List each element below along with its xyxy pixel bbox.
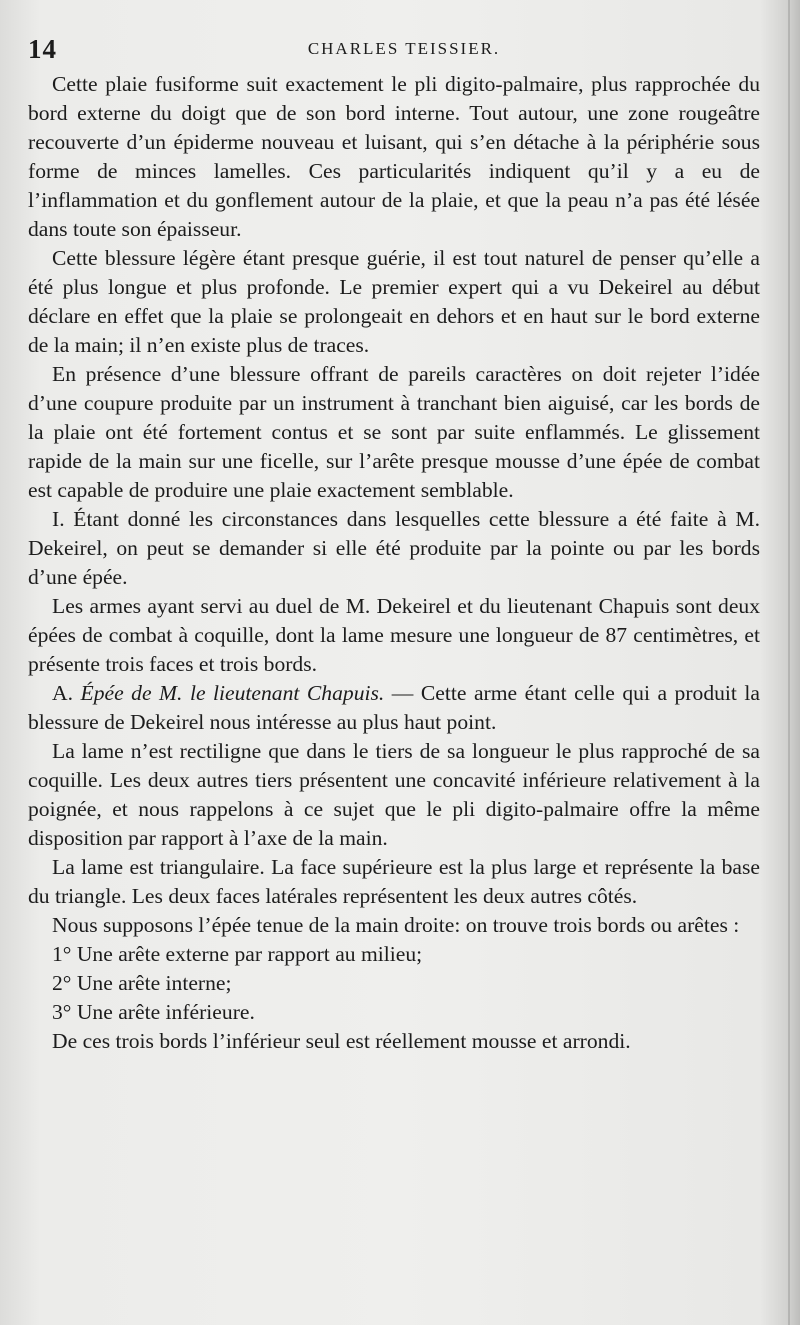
list-item: 1° Une arête externe par rapport au milieu;: [52, 942, 423, 966]
list-item: 2° Une arête interne;: [52, 971, 232, 995]
section-text: — Cette arme étant celle qui a produit la blessure de Dekeirel nous intéresse au plus haut point.: [28, 681, 761, 734]
body-text: [28, 70, 760, 1056]
list-item: 3° Une arête inférieure.: [52, 1000, 255, 1024]
closing-paragraph: De ces trois bords l’inférieur seul est réellement mousse et arrondi.: [52, 1029, 631, 1053]
section-a-paragraph: [28, 679, 760, 737]
paragraph: I. Étant donné les circonstances dans lesquelles cette blessure a été faite à M. Dekeirel, on peut se demander si elle été produite par la pointe ou par les bords d’une épée.: [28, 507, 760, 589]
page-edge-shadow: [788, 0, 790, 1325]
paragraph: La lame est triangulaire. La face supérieure est la plus large et représente la base du triangle. Les deux faces latérales représentent les deux autres côtés.: [28, 855, 760, 908]
section-title: Épée de M. le lieutenant Chapuis.: [80, 681, 385, 705]
section-label: A.: [52, 681, 73, 705]
page-number: 14: [28, 34, 57, 64]
running-title: CHARLES TEISSIER.: [307, 39, 501, 58]
page-header: [28, 34, 760, 64]
paragraph: Les armes ayant servi au duel de M. Dekeirel et du lieutenant Chapuis sont deux épées de combat à coquille, dont la lame mesure une longueur de 87 centimètres, et présente trois faces et trois bords.: [28, 594, 760, 676]
paragraph: La lame n’est rectiligne que dans le tiers de sa longueur le plus rapproché de sa coquille. Les deux autres tiers présentent une concavité inférieure relativement à la poignée, et nous rappelons à ce sujet que le pli digito-palmaire offre la même disposition par rapport à l’axe de la main.: [28, 739, 760, 850]
paragraph: En présence d’une blessure offrant de pareils caractères on doit rejeter l’idée d’une coupure produite par un instrument à tranchant bien aiguisé, car les bords de la plaie ont été fortement contus et se sont par suite enflammés. Le glissement rapide de la main sur une ficelle, sur l’arête presque mousse d’une épée de combat est capable de produire une plaie exactement semblable.: [28, 362, 760, 502]
paragraph: Cette blessure légère étant presque guérie, il est tout naturel de penser qu’elle a été plus longue et plus profonde. Le premier expert qui a vu Dekeirel au début déclare en effet que la plaie se prolongeait en dehors et en haut sur le bord externe de la main; il n’en existe plus de traces.: [28, 246, 760, 357]
paragraph: Nous supposons l’épée tenue de la main droite: on trouve trois bords ou arêtes :: [52, 913, 740, 937]
paragraph: Cette plaie fusiforme suit exactement le pli digito-palmaire, plus rapprochée du bord externe du doigt que de son bord interne. Tout autour, une zone rougeâtre recouverte d’un épiderme nouveau et luisant, qui s’en détache à la périphérie sous forme de minces lamelles. Ces particularités indiquent qu’il y a eu de l’inflammation et du gonflement autour de la plaie, et que la peau n’a pas été lésée dans toute son épaisseur.: [28, 72, 760, 241]
